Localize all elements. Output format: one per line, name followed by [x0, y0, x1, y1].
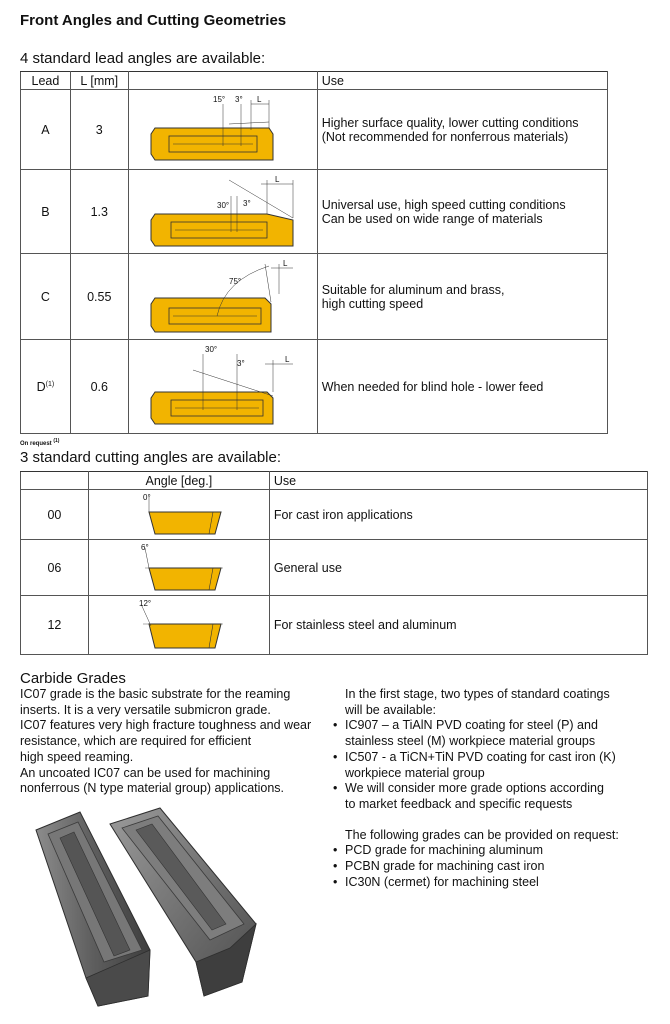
angle-label: 30° — [216, 201, 229, 210]
col-drawing — [128, 72, 317, 90]
angle-label: 3° — [236, 359, 245, 368]
page-title: Front Angles and Cutting Geometries — [20, 12, 287, 29]
angle-label: 75° — [228, 277, 241, 286]
lead-code: B — [21, 170, 71, 254]
table-row — [21, 596, 648, 655]
length-label: L — [284, 355, 290, 364]
length-label: L — [282, 259, 288, 268]
lead-use: Suitable for aluminum and brass, high cutting speed — [317, 254, 607, 340]
coatings-description: In the first stage, two types of standard coatings will be available: • IC907 – a TiAlN PVD coating for steel (P) and stainless steel (M) workpiece material groups • IC507 - a TiCN+TiN PVD coating for cast iron (K) workpiece material group • We will consider more grade options according to market feedback and specific requests The following grades can be provided on request: • PCD grade for machining aluminum • PCBN grade for machining cast iron • IC30N (cermet) for machining steel — [332, 687, 652, 890]
table-row — [21, 490, 648, 540]
list-item: • IC907 – a TiAlN PVD coating for steel (P) and stainless steel (M) workpiece material groups — [332, 718, 652, 749]
angle-label: 30° — [204, 345, 217, 354]
table-row — [21, 170, 608, 254]
request-grades-list — [332, 843, 652, 890]
lead-angles-table — [20, 71, 608, 434]
table-header-row — [21, 472, 648, 490]
insert-drawing-a — [128, 90, 317, 170]
footnote: On request $^{(1)}$ — [20, 438, 60, 447]
cutting-use: For cast iron applications — [269, 490, 647, 540]
length-label: L — [274, 175, 280, 184]
lead-use: Universal use, high speed cutting conditions Can be used on wide range of materials — [317, 170, 607, 254]
col-l: L [mm] — [70, 72, 128, 90]
cutting-use: General use — [269, 540, 647, 596]
cutting-code: 00 — [21, 490, 89, 540]
grades-description: IC07 grade is the basic substrate for the reaming inserts. It is a very versatile submicron grade. IC07 features very high fracture toughness and wear resistance, which are required for efficient high speed reaming. An uncoated IC07 can be used for machining nonferrous (N type material group) applications. — [20, 687, 312, 796]
col-use: Use — [269, 472, 647, 490]
carbide-grades-title: Carbide Grades — [20, 670, 126, 687]
col-use: Use — [317, 72, 607, 90]
angle-label: 6° — [140, 543, 149, 552]
angle-label: 3° — [242, 199, 251, 208]
footnote-marker: (1) — [45, 380, 55, 388]
lead-angles-heading: 4 standard lead angles are available: — [20, 50, 266, 67]
angle-label: 0° — [142, 493, 151, 502]
lead-use: When needed for blind hole - lower feed — [317, 340, 607, 434]
cutting-06-illustration — [93, 540, 263, 592]
table-row — [21, 254, 608, 340]
cutting-use: For stainless steel and aluminum — [269, 596, 647, 655]
lead-length: 1.3 — [70, 170, 128, 254]
list-item: • PCBN grade for machining cast iron — [332, 859, 652, 875]
cutting-drawing-00 — [88, 490, 269, 540]
coatings-list — [332, 718, 652, 812]
cutting-angles-table — [20, 471, 648, 655]
lead-code: C — [21, 254, 71, 340]
insert-drawing-b — [128, 170, 317, 254]
list-item: • PCD grade for machining aluminum — [332, 843, 652, 859]
carbide-inserts-photo — [20, 800, 280, 1010]
lead-code: A — [21, 90, 71, 170]
insert-drawing-d — [128, 340, 317, 434]
angle-label: 15° — [212, 95, 225, 104]
insert-b-illustration — [133, 170, 313, 250]
table-row — [21, 340, 608, 434]
insert-d-illustration — [133, 340, 313, 430]
cutting-drawing-06 — [88, 540, 269, 596]
cutting-00-illustration — [93, 490, 263, 536]
angle-label: 12° — [138, 599, 151, 608]
table-row — [21, 540, 648, 596]
cutting-12-illustration — [93, 596, 263, 651]
col-angle: Angle [deg.] — [88, 472, 269, 490]
insert-drawing-c — [128, 254, 317, 340]
lead-length: 0.6 — [70, 340, 128, 434]
col-lead: Lead — [21, 72, 71, 90]
col-code — [21, 472, 89, 490]
angle-label: 3° — [234, 95, 243, 104]
table-header-row — [21, 72, 608, 90]
cutting-angles-heading: 3 standard cutting angles are available: — [20, 449, 282, 466]
insert-c-illustration — [133, 254, 313, 336]
cutting-code: 12 — [21, 596, 89, 655]
length-label: L — [256, 95, 262, 104]
insert-a-illustration — [133, 90, 313, 166]
lead-code: $D^{(1)}$ — [21, 340, 71, 434]
lead-use: Higher surface quality, lower cutting conditions (Not recommended for nonferrous materials) — [317, 90, 607, 170]
list-item: • IC507 - a TiCN+TiN PVD coating for cast iron (K) workpiece material group — [332, 750, 652, 781]
lead-length: 3 — [70, 90, 128, 170]
table-row — [21, 90, 608, 170]
lead-length: 0.55 — [70, 254, 128, 340]
list-item: • IC30N (cermet) for machining steel — [332, 875, 652, 891]
list-item: • We will consider more grade options according to market feedback and specific requests — [332, 781, 652, 812]
cutting-code: 06 — [21, 540, 89, 596]
cutting-drawing-12 — [88, 596, 269, 655]
